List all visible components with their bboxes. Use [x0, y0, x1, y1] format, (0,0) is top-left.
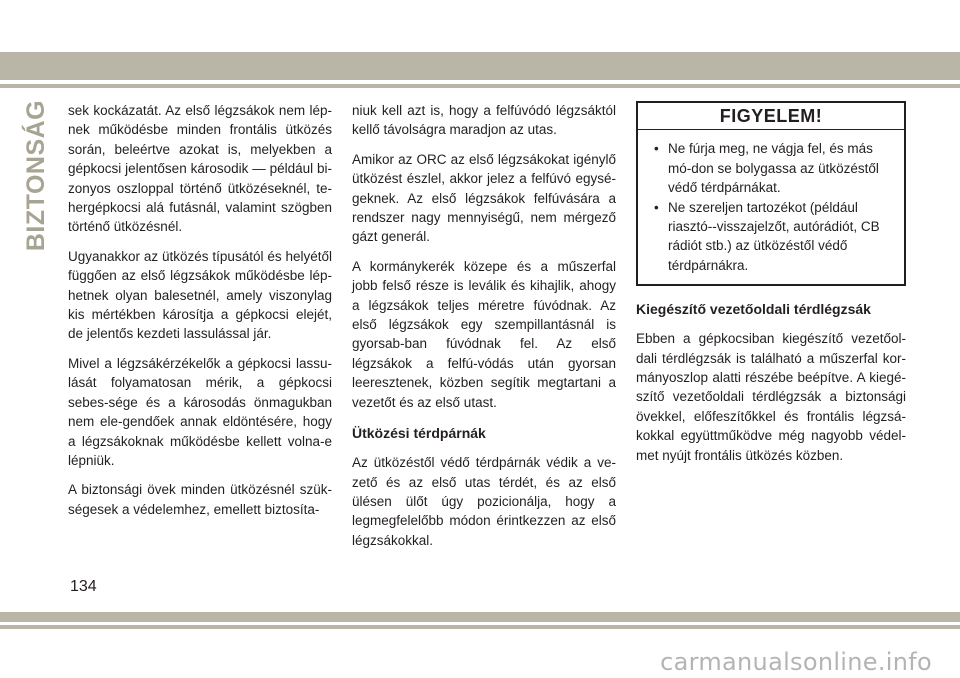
section-tab — [22, 100, 52, 250]
column-2 — [352, 101, 616, 560]
paragraph: A biztonsági övek minden ütközésnél szük-ségesek a védelemhez, emellett biztosíta- — [68, 482, 332, 517]
warning-list — [638, 130, 904, 284]
warning-item: • Ne fúrja meg, ne vágja fel, és más mó-don se bolygassa az ütközéstől védő térdpárnákat. — [656, 139, 894, 197]
paragraph: Mivel a légzsákérzékelők a gépkocsi lassu-lását folyamatosan mérik, a gépkocsi sebes-sége és a károsodás önmagukban nem ele-gendőek annak eldöntésére, hogy a légzsákoknak működésbe kellett volna-e lépniük. — [68, 355, 332, 468]
top-decorative-line — [0, 84, 960, 88]
warning-item: • Ne szereljen tartozékot (például riasztó--visszajelzőt, autórádiót, CB rádiót stb.) az ütközéstől védő térdpárnákra. — [656, 198, 894, 276]
watermark: carmanualsonline.info — [660, 648, 932, 676]
bottom-decorative-band — [0, 612, 960, 622]
paragraph: niuk kell azt is, hogy a felfúvódó légzsáktól kellő távolságra maradjon az utas. — [352, 103, 616, 138]
paragraph: A kormánykerék közepe és a műszerfal jobb felső része is leválik és kihajlik, ahogy a légzsákok teljes méretre fúvódnak. Az első légzsákok egy szempillantásnál is gyorsab-ban fúvódnak fel. Az első légzsákok a felfú-vódás után gyorsan leeresztenek, közben segítik megtartani a vezetőt és az első utast. — [352, 258, 616, 410]
bottom-decorative-line — [0, 625, 960, 629]
section-heading-driver-knee-airbag: Kiegészítő vezetőoldali térdlégzsák — [636, 301, 871, 318]
column-3 — [636, 101, 906, 475]
paragraph: Amikor az ORC az első légzsákokat igénylő ütközést észlel, akkor jelez a felfúvó egysé-geknek. Az első légzsákok felfúvására a rendszer nagy mennyiségű, nem mérgező gázt generál. — [352, 151, 616, 245]
warning-box — [636, 101, 906, 286]
paragraph: sek kockázatát. Az első légzsákok nem lép-nek működésbe minden frontális ütközés során, beleértve azokat is, melyekben a gépkocsi jelentősen károsodik — például bi-zonyos oszloppal történő ütközéseknél, te-hergépkocsi alá futásnál, valamint szögben történő ütközésnél. — [68, 103, 332, 235]
paragraph: Ebben a gépkocsiban kiegészítő vezetőol-dali térdlégzsák is található a műszerfal kor-mányoszlop alatti részébe beépítve. A kiegé-szítő vezetőoldali térdlégzsák a biztonsági övekkel, előfeszítőkkel és frontális légzsá-kokkal együttműködve még nagyobb védel-met nyújt frontális ütközés közben. — [636, 331, 906, 463]
warning-title: FIGYELEM! — [638, 103, 904, 130]
page-number: 134 — [70, 578, 97, 595]
paragraph: Ugyanakkor az ütközés típusától és helyétől függően az első légzsákok működésbe lép-hetnek olyan balesetnél, amely viszonylag kis mértékben károsítja a gépkocsi elejét, de jelentős kezdeti lassulással jár. — [68, 248, 332, 342]
paragraph: Az ütközéstől védő térdpárnák védik a ve-zető és az első utas térdét, és az első ülésen ülőt úgy pozicionálja, hogy a legmegfelelőbb módon érintkezzen az első légzsákokkal. — [352, 455, 616, 548]
top-decorative-band — [0, 52, 960, 80]
section-tab-label: BIZTONSÁG — [22, 99, 51, 251]
column-1 — [68, 101, 332, 529]
section-heading-knee-bolsters: Ütközési térdpárnák — [352, 425, 486, 442]
